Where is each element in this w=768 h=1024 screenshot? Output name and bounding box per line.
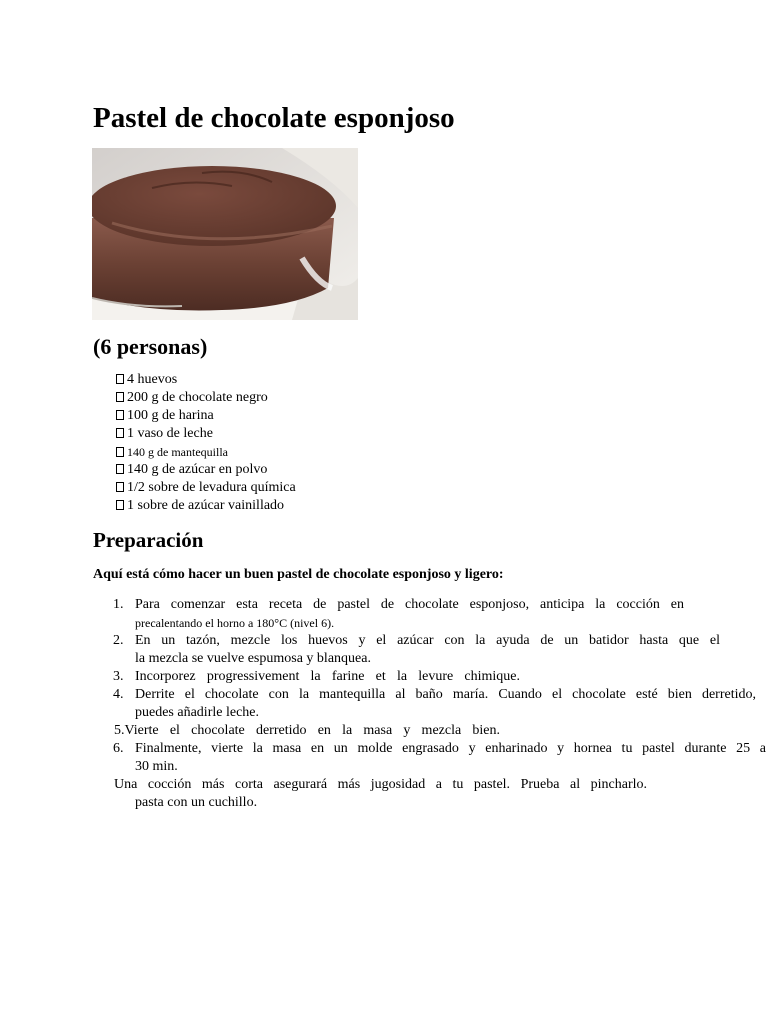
step-4-line-1: Derrite el chocolate con la mantequilla al baño maría. Cuando el chocolate esté bien derretido, <box>135 687 756 702</box>
preparation-heading: Preparación <box>93 528 204 552</box>
note-line-2: pasta con un cuchillo. <box>135 795 258 810</box>
step-4-line-2: puedes añadirle leche. <box>135 705 259 720</box>
step-number: 1. <box>113 597 124 612</box>
checkbox-icon <box>116 374 124 384</box>
checkbox-icon <box>116 482 124 492</box>
list-item: 100 g de harina <box>116 407 296 425</box>
list-item: 4 huevos <box>116 371 296 389</box>
step-2-line-1: En un tazón, mezcle los huevos y el azúcar con la ayuda de un batidor hasta que el <box>135 633 720 648</box>
step-5-line-1: 5.Vierte el chocolate derretido en la masa y mezcla bien. <box>114 723 500 738</box>
checkbox-icon <box>116 410 124 420</box>
checkbox-icon <box>116 392 124 402</box>
step-3-line-1: Incorporez progressivement la farine et la levure chimique. <box>135 669 520 684</box>
list-item: 1 sobre de azúcar vainillado <box>116 497 296 515</box>
step-2-line-2: la mezcla se vuelve espumosa y blanquea. <box>135 651 371 666</box>
chocolate-cake-photo <box>92 148 358 320</box>
list-item: 1/2 sobre de levadura química <box>116 479 296 497</box>
step-number: 2. <box>113 633 124 648</box>
note-line-1: Una cocción más corta asegurará más jugosidad a tu pastel. Prueba al pincharlo. <box>114 777 647 792</box>
step-6-line-1: Finalmente, vierte la masa en un molde engrasado y enharinado y hornea tu pastel durante 25 a <box>135 741 766 756</box>
checkbox-icon <box>116 428 124 438</box>
step-1-line-2: precalentando el horno a 180°C (nivel 6). <box>135 616 335 630</box>
ingredient-list <box>116 371 296 515</box>
step-number: 6. <box>113 741 124 756</box>
list-item: 140 g de azúcar en polvo <box>116 461 296 479</box>
list-item: 140 g de mantequilla <box>116 443 296 461</box>
list-item: 200 g de chocolate negro <box>116 389 296 407</box>
checkbox-icon <box>116 447 124 457</box>
step-6-line-2: 30 min. <box>135 759 178 774</box>
checkbox-icon <box>116 464 124 474</box>
step-number: 3. <box>113 669 124 684</box>
servings-heading: (6 personas) <box>93 334 208 359</box>
list-item: 1 vaso de leche <box>116 425 296 443</box>
step-1-line-1: Para comenzar esta receta de pastel de chocolate esponjoso, anticipa la cocción en <box>135 597 684 612</box>
checkbox-icon <box>116 500 124 510</box>
step-number: 4. <box>113 687 124 702</box>
recipe-title: Pastel de chocolate esponjoso <box>93 102 455 134</box>
preparation-intro: Aquí está cómo hacer un buen pastel de chocolate esponjoso y ligero: <box>93 567 504 582</box>
